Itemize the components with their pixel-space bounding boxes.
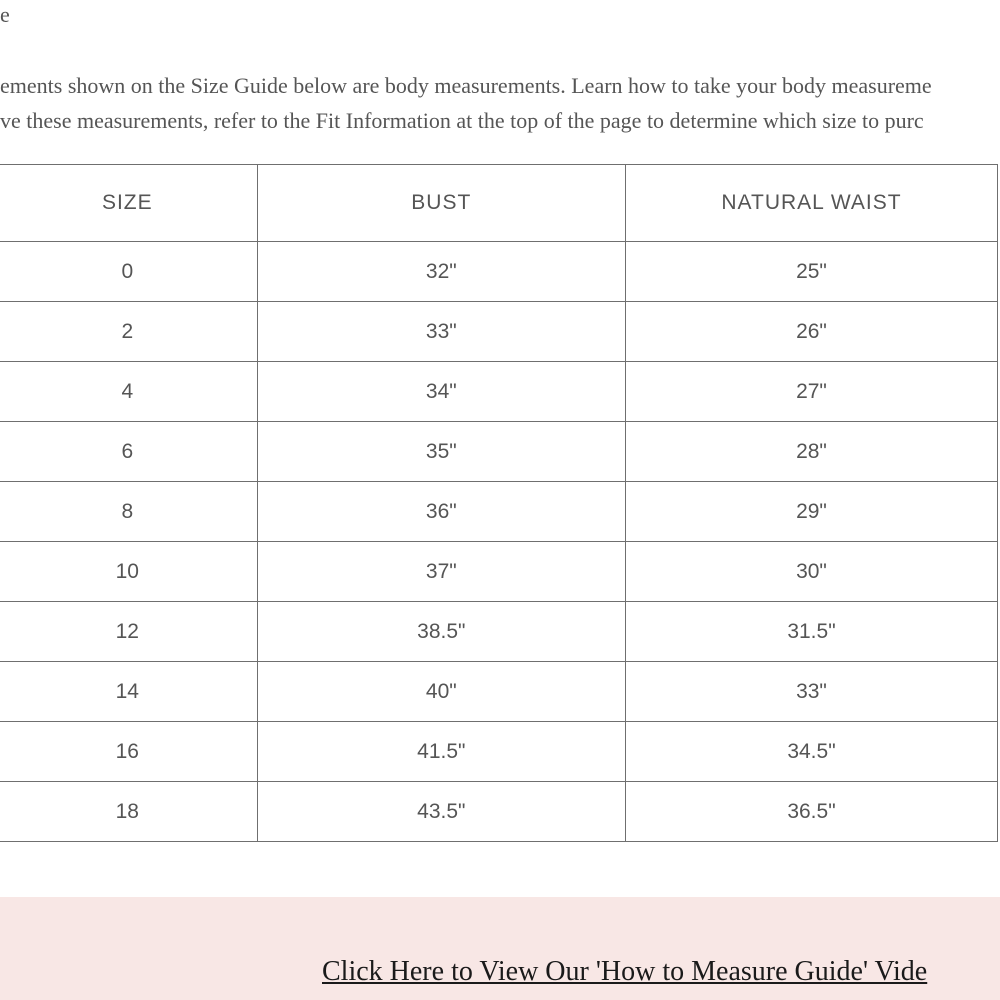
bust-cell: 36" (257, 482, 625, 542)
column-header-size: SIZE (0, 165, 257, 242)
size-cell: 2 (0, 302, 257, 362)
waist-cell: 27" (625, 362, 997, 422)
table-row (0, 722, 998, 782)
intro-text-line-2: ve these measurements, refer to the Fit Information at the top of the page to determine which size to purc (0, 108, 924, 133)
waist-cell: 34.5" (625, 722, 997, 782)
size-cell: 10 (0, 542, 257, 602)
column-header-bust: BUST (257, 165, 625, 242)
bust-cell: 32" (257, 242, 625, 302)
bust-cell: 40" (257, 662, 625, 722)
table-row (0, 482, 998, 542)
table-row (0, 362, 998, 422)
waist-cell: 28" (625, 422, 997, 482)
bust-cell: 41.5" (257, 722, 625, 782)
table-row (0, 302, 998, 362)
size-cell: 18 (0, 782, 257, 842)
size-cell: 8 (0, 482, 257, 542)
waist-cell: 36.5" (625, 782, 997, 842)
table-row (0, 242, 998, 302)
size-cell: 4 (0, 362, 257, 422)
table-row (0, 662, 998, 722)
size-cell: 12 (0, 602, 257, 662)
bust-cell: 37" (257, 542, 625, 602)
bust-cell: 38.5" (257, 602, 625, 662)
size-cell: 6 (0, 422, 257, 482)
page-heading: e (0, 2, 10, 27)
bust-cell: 43.5" (257, 782, 625, 842)
bust-cell: 34" (257, 362, 625, 422)
waist-cell: 30" (625, 542, 997, 602)
waist-cell: 25" (625, 242, 997, 302)
waist-cell: 29" (625, 482, 997, 542)
table-row (0, 782, 998, 842)
size-cell: 14 (0, 662, 257, 722)
table-row (0, 602, 998, 662)
size-guide-table (0, 164, 998, 842)
bust-cell: 35" (257, 422, 625, 482)
intro-text-line-1: ements shown on the Size Guide below are body measurements. Learn how to take your body measureme (0, 73, 932, 98)
size-cell: 16 (0, 722, 257, 782)
column-header-natural-waist: NATURAL WAIST (625, 165, 997, 242)
table-row (0, 542, 998, 602)
table-row (0, 422, 998, 482)
waist-cell: 31.5" (625, 602, 997, 662)
how-to-measure-guide-link[interactable]: Click Here to View Our 'How to Measure Guide' Vide (322, 956, 928, 987)
size-cell: 0 (0, 242, 257, 302)
bust-cell: 33" (257, 302, 625, 362)
waist-cell: 33" (625, 662, 997, 722)
table-header-row (0, 165, 998, 242)
waist-cell: 26" (625, 302, 997, 362)
